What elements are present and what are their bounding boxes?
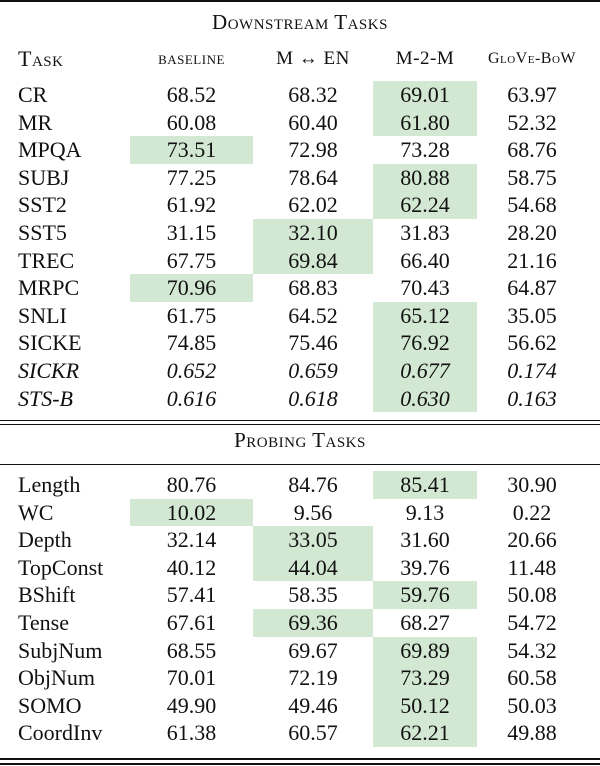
bottom-rule-2 xyxy=(0,763,600,765)
score-cell: 68.52 xyxy=(166,82,217,107)
score-cell: 69.67 xyxy=(288,637,338,663)
score-cell: 31.60 xyxy=(400,527,450,553)
score-cell: 20.66 xyxy=(507,527,557,553)
table-row xyxy=(0,109,600,137)
task-label: WC xyxy=(18,499,54,525)
score-cell: 0.618 xyxy=(288,385,338,411)
score-cell: 30.90 xyxy=(507,472,557,497)
bottom-rule xyxy=(0,758,600,760)
score-cell: 0.174 xyxy=(507,358,557,383)
score-cell: 80.76 xyxy=(166,472,217,497)
score-cell: 62.02 xyxy=(288,192,338,218)
header-m2m: M-2-M xyxy=(395,48,455,69)
task-label: SUBJ xyxy=(18,164,70,190)
table-row xyxy=(0,357,600,385)
score-cell: 0.652 xyxy=(166,358,217,383)
score-cell: 0.659 xyxy=(288,358,338,383)
table-row xyxy=(0,499,600,527)
score-cell: 66.40 xyxy=(400,247,450,273)
score-cell: 32.14 xyxy=(166,527,217,553)
probing-header-rule xyxy=(0,464,600,465)
score-cell: 11.48 xyxy=(507,554,557,580)
table-row xyxy=(0,471,600,499)
score-cell: 60.08 xyxy=(166,109,217,135)
score-cell: 84.76 xyxy=(288,472,338,497)
table-row xyxy=(0,164,600,192)
table-row xyxy=(0,581,600,609)
best-score-cell: 69.89 xyxy=(373,637,477,665)
table-row xyxy=(0,247,600,275)
score-cell: 50.08 xyxy=(507,582,557,608)
score-cell: 68.27 xyxy=(400,610,450,635)
table-row xyxy=(0,191,600,219)
score-cell: 57.41 xyxy=(166,582,217,608)
task-label: Depth xyxy=(18,527,72,553)
task-label: TopConst xyxy=(18,554,104,580)
score-cell: 58.35 xyxy=(288,582,338,608)
best-score-cell: 65.12 xyxy=(373,302,477,330)
score-cell: 21.16 xyxy=(507,247,557,273)
task-label: STS-B xyxy=(18,385,73,411)
score-cell: 40.12 xyxy=(166,554,217,580)
table-row xyxy=(0,136,600,164)
score-cell: 68.83 xyxy=(288,275,338,301)
score-cell: 52.32 xyxy=(507,109,557,135)
table-row xyxy=(0,609,600,637)
score-cell: 68.76 xyxy=(507,137,557,163)
best-score-cell: 32.10 xyxy=(253,219,373,247)
header-m-en: M ↔ EN xyxy=(276,48,350,69)
score-cell: 74.85 xyxy=(166,330,217,356)
task-label: Tense xyxy=(18,610,69,635)
table-row xyxy=(0,664,600,692)
score-cell: 64.87 xyxy=(507,275,557,301)
score-cell: 60.58 xyxy=(507,665,557,691)
score-cell: 54.32 xyxy=(507,637,557,663)
task-label: CoordInv xyxy=(18,720,103,746)
table-row xyxy=(0,219,600,247)
score-cell: 49.46 xyxy=(288,692,338,718)
table-row xyxy=(0,719,600,747)
score-cell: 9.56 xyxy=(293,499,333,525)
task-label: SubjNum xyxy=(18,637,103,663)
table-row xyxy=(0,81,600,109)
table-row xyxy=(0,274,600,302)
task-label: MR xyxy=(18,109,53,135)
score-cell: 68.32 xyxy=(288,82,338,107)
top-rule xyxy=(0,0,600,2)
score-cell: 35.05 xyxy=(507,302,557,328)
task-label: MRPC xyxy=(18,275,80,301)
score-cell: 0.616 xyxy=(166,385,217,411)
task-label: Length xyxy=(18,472,81,497)
best-score-cell: 69.01 xyxy=(373,81,477,109)
score-cell: 54.72 xyxy=(507,610,557,635)
score-cell: 60.57 xyxy=(288,720,338,746)
score-cell: 61.38 xyxy=(166,720,217,746)
header-glove-bow: GloVe-BoW xyxy=(487,50,577,67)
section-divider-rule xyxy=(0,420,600,421)
task-label: SICKE xyxy=(18,330,82,356)
best-score-cell: 73.29 xyxy=(373,664,477,692)
task-label: BShift xyxy=(18,582,76,608)
score-cell: 0.22 xyxy=(512,499,552,525)
score-cell: 56.62 xyxy=(507,330,557,356)
best-score-cell: 61.80 xyxy=(373,109,477,137)
best-score-cell: 62.24 xyxy=(373,191,477,219)
best-score-cell: 69.36 xyxy=(253,609,373,637)
score-cell: 60.40 xyxy=(288,109,338,135)
probing-tasks-title: Probing Tasks xyxy=(234,428,366,452)
header-baseline: baseline xyxy=(158,48,225,69)
table-row xyxy=(0,526,600,554)
score-cell: 68.55 xyxy=(166,637,217,663)
table-row xyxy=(0,637,600,665)
best-score-cell: 70.96 xyxy=(130,274,253,302)
score-cell: 28.20 xyxy=(507,220,557,245)
score-cell: 39.76 xyxy=(400,554,450,580)
best-score-cell: 62.21 xyxy=(373,719,477,747)
score-cell: 50.03 xyxy=(507,692,557,718)
task-label: MPQA xyxy=(18,137,82,163)
best-score-cell: 33.05 xyxy=(253,526,373,554)
best-score-cell: 76.92 xyxy=(373,329,477,357)
task-label: SICKR xyxy=(18,358,80,383)
table-row xyxy=(0,329,600,357)
score-cell: 61.75 xyxy=(166,302,217,328)
score-cell: 72.19 xyxy=(288,665,338,691)
downstream-tasks-title: Downstream Tasks xyxy=(212,10,388,34)
best-score-cell: 10.02 xyxy=(130,499,253,527)
section-divider-rule-2 xyxy=(0,424,600,425)
score-cell: 77.25 xyxy=(166,164,217,190)
score-cell: 75.46 xyxy=(288,330,338,356)
table-row xyxy=(0,302,600,330)
task-label: SST5 xyxy=(18,220,67,245)
task-label: TREC xyxy=(18,247,75,273)
table-row xyxy=(0,385,600,413)
score-cell: 0.163 xyxy=(507,385,557,411)
score-cell: 49.90 xyxy=(166,692,217,718)
score-cell: 70.43 xyxy=(400,275,450,301)
best-score-cell: 50.12 xyxy=(373,692,477,720)
best-score-cell: 44.04 xyxy=(253,554,373,582)
score-cell: 9.13 xyxy=(405,499,445,525)
best-score-cell: 0.677 xyxy=(373,357,477,385)
header-task: Task xyxy=(18,46,64,71)
score-cell: 54.68 xyxy=(507,192,557,218)
best-score-cell: 73.51 xyxy=(130,136,253,164)
best-score-cell: 85.41 xyxy=(373,471,477,499)
score-cell: 72.98 xyxy=(288,137,338,163)
task-label: CR xyxy=(18,82,48,107)
score-cell: 58.75 xyxy=(507,164,557,190)
table-row xyxy=(0,692,600,720)
score-cell: 63.97 xyxy=(507,82,557,107)
score-cell: 70.01 xyxy=(166,665,217,691)
task-label: ObjNum xyxy=(18,665,95,691)
best-score-cell: 80.88 xyxy=(373,164,477,192)
best-score-cell: 59.76 xyxy=(373,581,477,609)
score-cell: 31.83 xyxy=(400,220,450,245)
score-cell: 61.92 xyxy=(166,192,217,218)
best-score-cell: 0.630 xyxy=(373,385,477,413)
score-cell: 31.15 xyxy=(166,220,217,245)
task-label: SST2 xyxy=(18,192,67,218)
score-cell: 64.52 xyxy=(288,302,338,328)
task-label: SNLI xyxy=(18,302,67,328)
score-cell: 78.64 xyxy=(288,164,338,190)
table-row xyxy=(0,554,600,582)
score-cell: 73.28 xyxy=(400,137,450,163)
table-header xyxy=(0,45,600,73)
score-cell: 67.61 xyxy=(166,610,217,635)
task-label: SOMO xyxy=(18,692,82,718)
score-cell: 67.75 xyxy=(166,247,217,273)
best-score-cell: 69.84 xyxy=(253,247,373,275)
score-cell: 49.88 xyxy=(507,720,557,746)
